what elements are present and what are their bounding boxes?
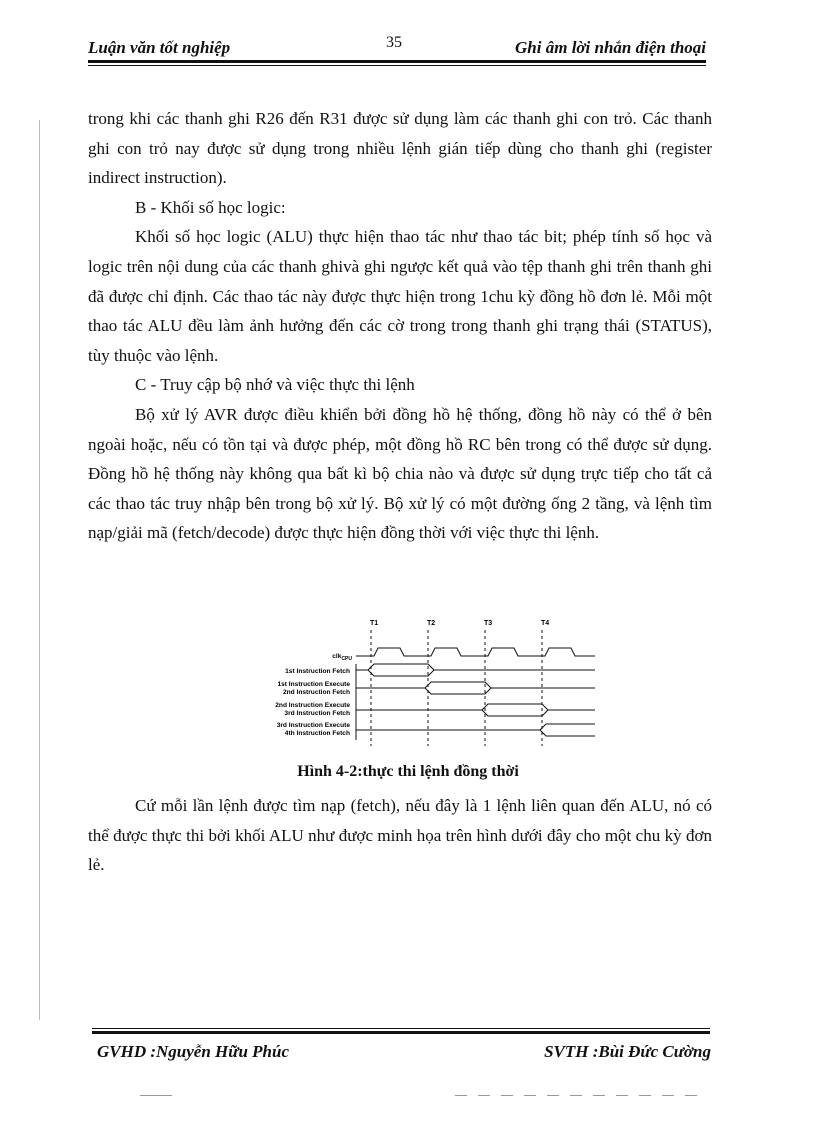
footer-advisor: GVHD :Nguyễn Hữu Phúc [97,1042,290,1061]
figure-caption: Hình 4-2:thực thi lệnh đồng thời [297,763,519,780]
section-heading-c: C - Truy cập bộ nhớ và việc thực thi lệnh [135,375,415,395]
body-text-after-figure [88,791,712,880]
signal-label-3: 2nd Instruction Fetch [282,689,350,696]
header-title-left: Luận văn tốt nghiệp [88,38,231,57]
signal-label-1: 1st Instruction Fetch [285,668,350,675]
signal-label-5: 3rd Instruction Fetch [284,710,350,717]
footer-rule-thin [92,1028,710,1029]
paragraph-1: trong khi các thanh ghi R26 đến R31 được sử dụng làm các thanh ghi con trỏ. Các thanh ghi con trỏ nay được sử dụng trong nhiều lệnh gián tiếp dùng cho thanh ghi (register indirect instruction). [88,109,712,188]
footer-rule-thick [92,1031,710,1034]
waveform-1st-fetch [356,664,595,670]
paragraph-after-figure: Cứ mỗi lần lệnh được tìm nạp (fetch), nếu đây là 1 lệnh liên quan đến ALU, nó có thể được thực thi bởi khối ALU như được minh họa trên hình dưới đây cho một chu kỳ đơn lẻ. [88,796,712,875]
header-rule-thin [88,65,706,66]
body-text [88,104,712,548]
header-title-right: Ghi âm lời nhắn điện thoại [515,38,706,57]
section-heading-b: B - Khối số học logic: [135,197,286,217]
scan-margin-line [39,120,40,1020]
header-rule-thick [88,60,706,63]
signal-label-4: 2nd Instruction Execute [275,702,350,709]
time-label-t1: T1 [370,620,379,627]
time-label-t4: T4 [541,620,550,627]
signal-label-6: 3rd Instruction Execute [276,722,350,729]
signal-label-7: 4th Instruction Fetch [284,730,350,737]
time-label-t2: T2 [427,620,436,627]
timing-diagram [250,612,610,752]
paragraph-avr: Bộ xử lý AVR được điều khiển bởi đồng hồ hệ thống, đồng hồ này có thể ở bên ngoài hoặc, nếu có tồn tại và được phép, một đồng hồ RC bên trong có thể được sử dụng. Đồng hồ hệ thống này không qua bất kì bộ chia nào và được sử dụng trực tiếp cho tất cả các thao tác truy nhập bên trong bộ xử lý. Bộ xử lý có một đường ống 2 tầng, và lệnh tìm nạp/giải mã (fetch/decode) được thực hiện đồng thời với việc thực thi lệnh. [88,404,712,543]
time-label-t3: T3 [484,620,493,627]
clk-waveform [356,648,595,656]
page-number: 35 [386,34,402,51]
clk-label: clk$_{CPU}$ [332,653,352,662]
footer-student: SVTH :Bùi Đức Cường [544,1042,711,1061]
paragraph-alu: Khối số học logic (ALU) thực hiện thao tác như thao tác bit; phép tính số học và logic trên nội dung của các thanh ghivà ghi ngược kết quả vào tệp thanh ghi trên thanh ghi đã được chỉ định. Các thao tác này được thực hiện trong 1chu kỳ đồng hồ đơn lẻ. Mỗi một thao tác ALU đều làm ảnh hưởng đến các cờ trong trong thanh ghi trạng thái (STATUS), tùy thuộc vào lệnh. [88,227,712,365]
signal-label-2: 1st Instruction Execute [277,681,350,688]
